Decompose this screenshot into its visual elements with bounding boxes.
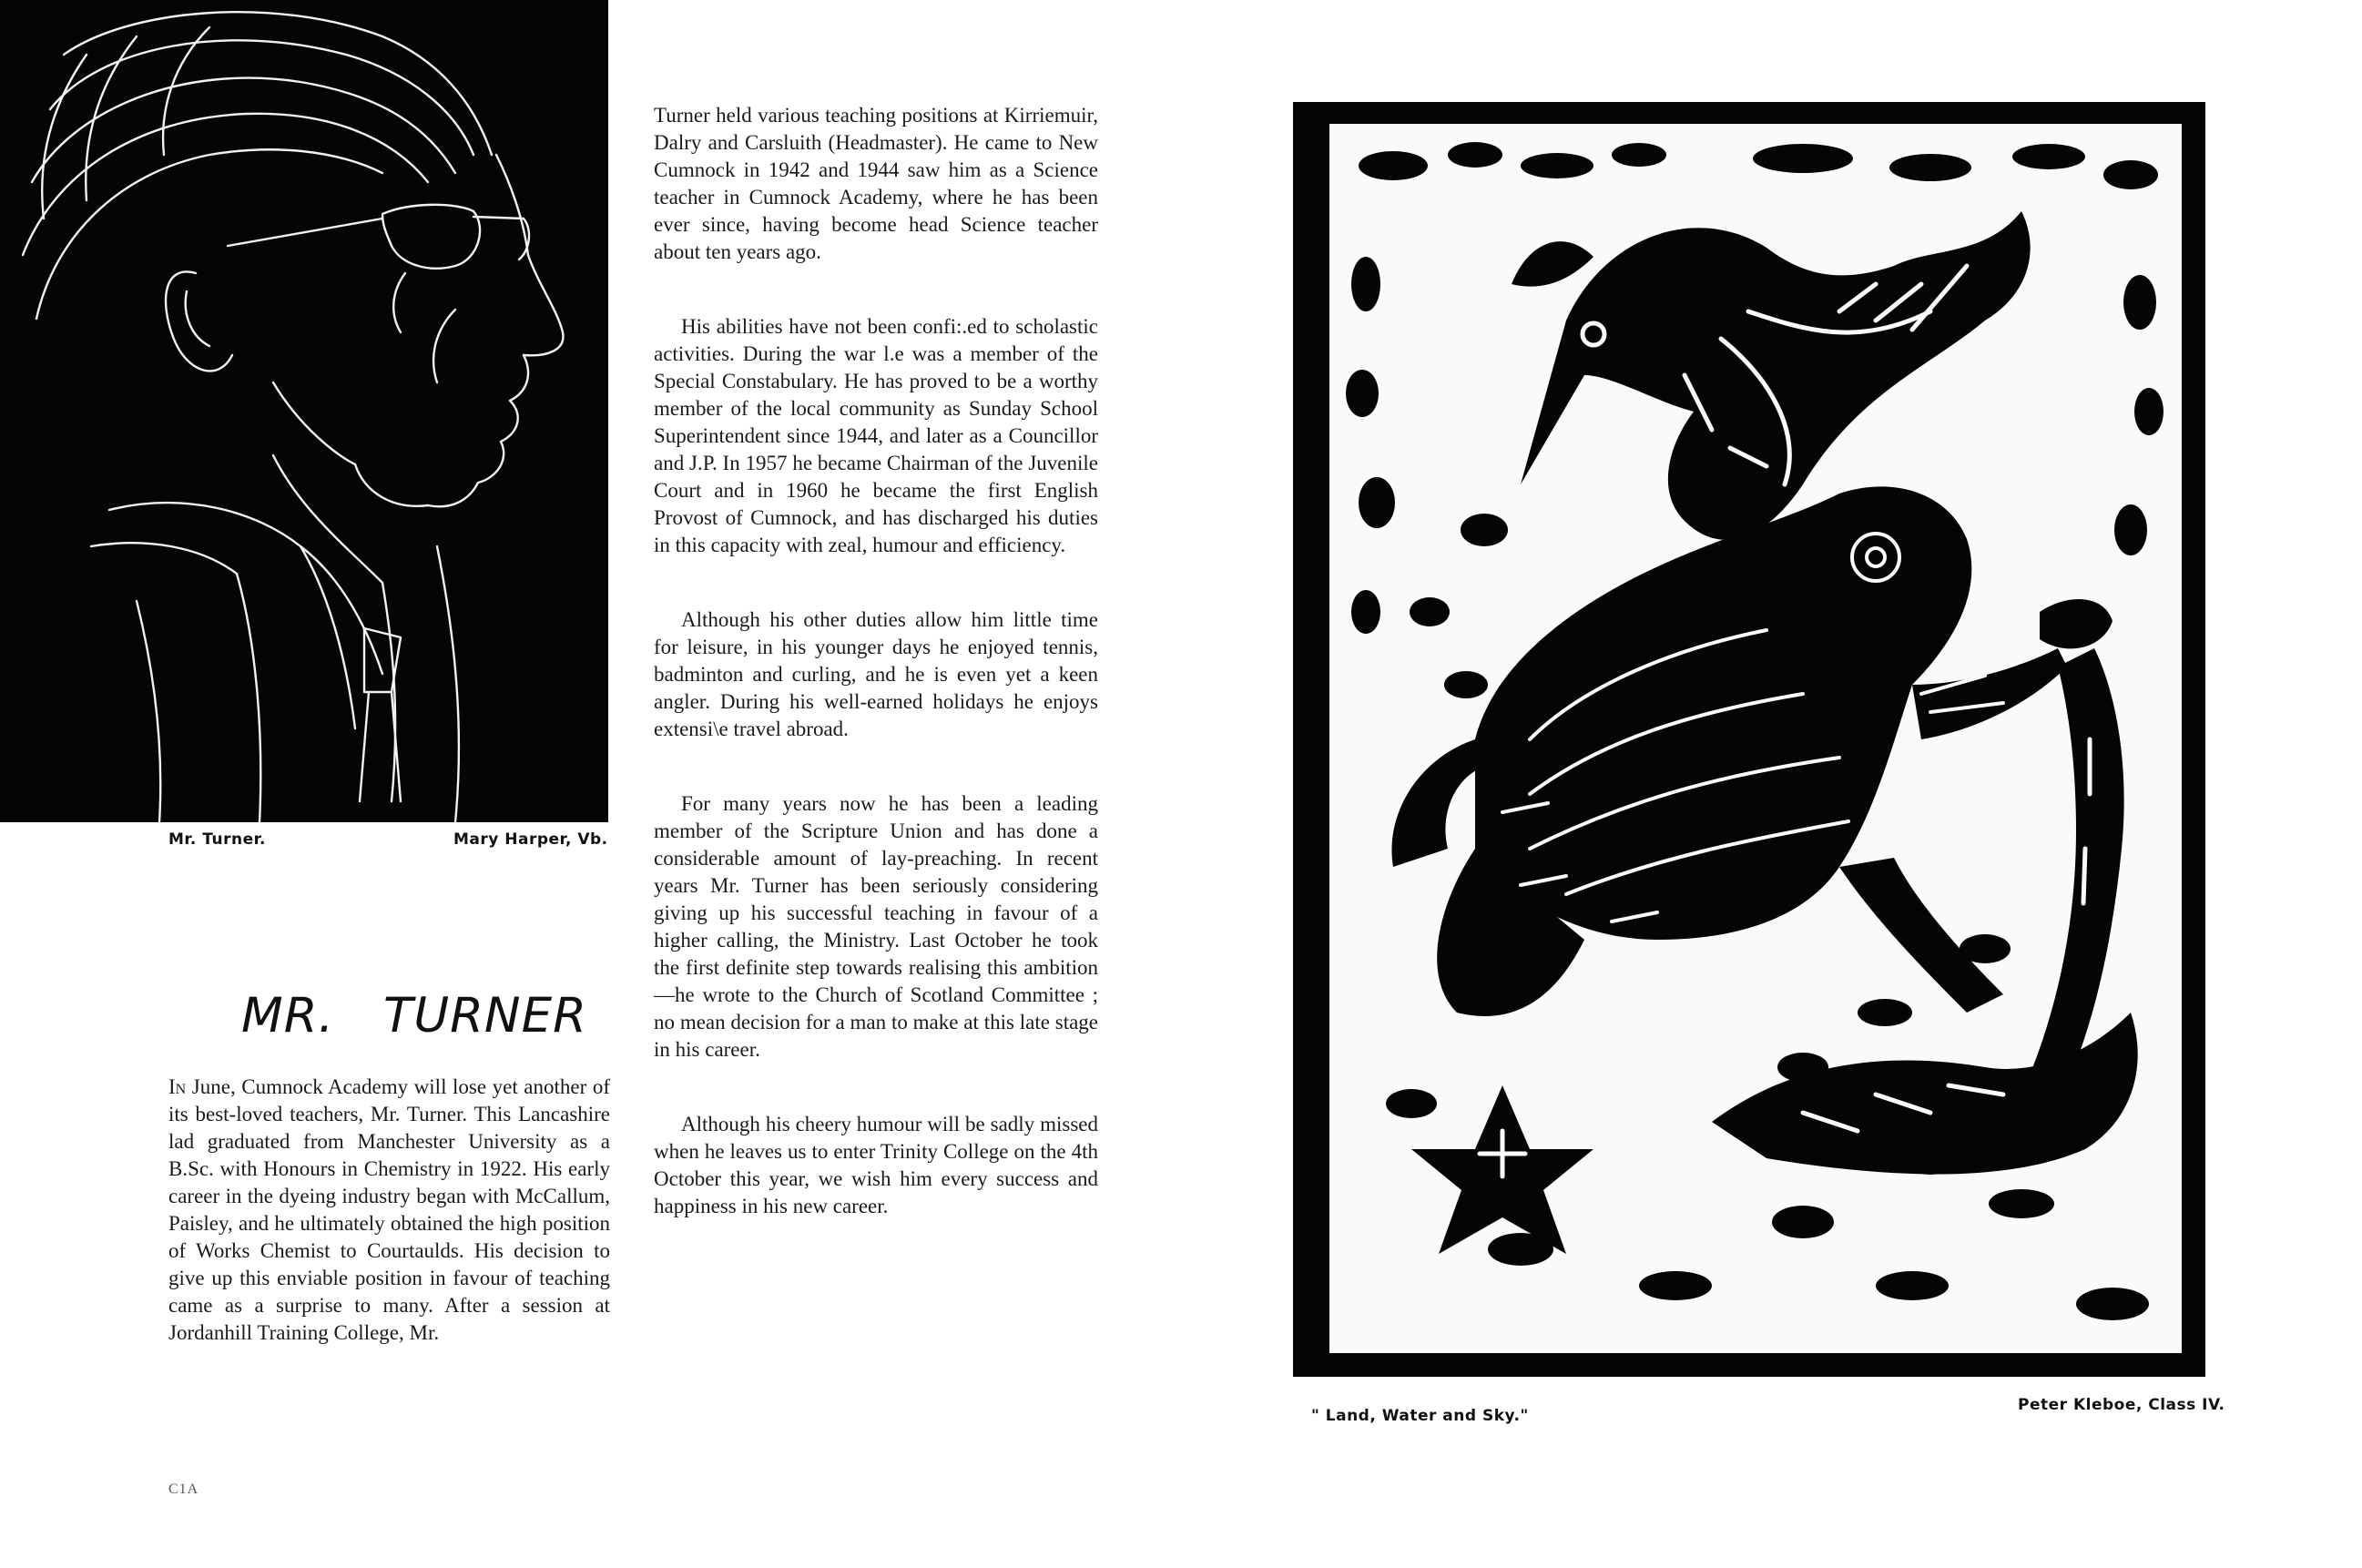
article-paragraph: For many years now he has been a leading member of the Scripture Union and has done a considerable amount of lay-preaching. In recent years Mr. Turner has been seriously considering giving up his successful teaching in favour of a higher calling, the Ministry. Last October he took the first definite step towards realising this ambition—he wrote to the Church of Scotland Committee ; no mean decision for a man to make at this late stage in his career. bbox=[654, 792, 1098, 1061]
drop-word: In bbox=[168, 1075, 187, 1098]
portrait-lines bbox=[0, 0, 608, 822]
article-paragraph: Turner held various teaching positions at Kirriemuir, Dalry and Carsluith (Headmaster). He came to New Cumnock in 1942 and 1944 saw him as a Science teacher in Cumnock Academy, where he has been ever since, having become head Science teacher about ten years ago. bbox=[654, 104, 1098, 263]
article-column-2 bbox=[654, 102, 1098, 1268]
page-number: C1A bbox=[168, 1481, 199, 1497]
portrait-caption-artist: Mary Harper, Vb. bbox=[453, 830, 608, 849]
paragraph-text: June, Cumnock Academy will lose yet another of its best-loved teachers, Mr. Turner. This Lancashire lad graduated from Manchester University as a B.Sc. with Honours in Chemistry in 1922. His early career in the dyeing industry began with McCallum, Paisley, and he ultimately obtained the high position of Works Chemist to Courtaulds. His decision to give up this enviable position in favour of teaching came as a surprise to many. After a session at Jordanhill Training College, Mr. bbox=[168, 1075, 610, 1344]
portrait-drawing bbox=[0, 0, 608, 822]
article-column-1 bbox=[168, 1074, 610, 1347]
article-paragraph: Although his cheery humour will be sadly missed when he leaves us to enter Trinity College on the 4th October this year, we wish him every success and happiness in his new career. bbox=[654, 1113, 1098, 1217]
portrait-caption-subject: Mr. Turner. bbox=[168, 830, 267, 849]
article-paragraph: Although his other duties allow him little time for leisure, in his younger days he enjoyed tennis, badminton and curling, and he is even yet a keen angler. During his well-earned holidays he enjoys extensi\e travel abroad. bbox=[654, 608, 1098, 740]
article-paragraph: His abilities have not been confi:.ed to scholastic activities. During the war l.e was a member of the Special Constabulary. He has proved to be a worthy member of the local community as Sunday School Superintendent since 1944, and later as a Councillor and J.P. In 1957 he became Chairman of the Juvenile Court and in 1960 he became the first English Provost of Cumnock, and has discharged his duties in this capacity with zeal, humour and efficiency. bbox=[654, 315, 1098, 556]
linocut-image bbox=[1293, 102, 2205, 1377]
artwork-caption-artist: Peter Kleboe, Class IV. bbox=[2018, 1396, 2225, 1414]
artwork-caption-title: " Land, Water and Sky." bbox=[1311, 1407, 1529, 1425]
linocut-artwork bbox=[1293, 102, 2205, 1377]
article-title: MR. TURNER bbox=[241, 988, 587, 1044]
article-paragraph bbox=[168, 1074, 610, 1347]
